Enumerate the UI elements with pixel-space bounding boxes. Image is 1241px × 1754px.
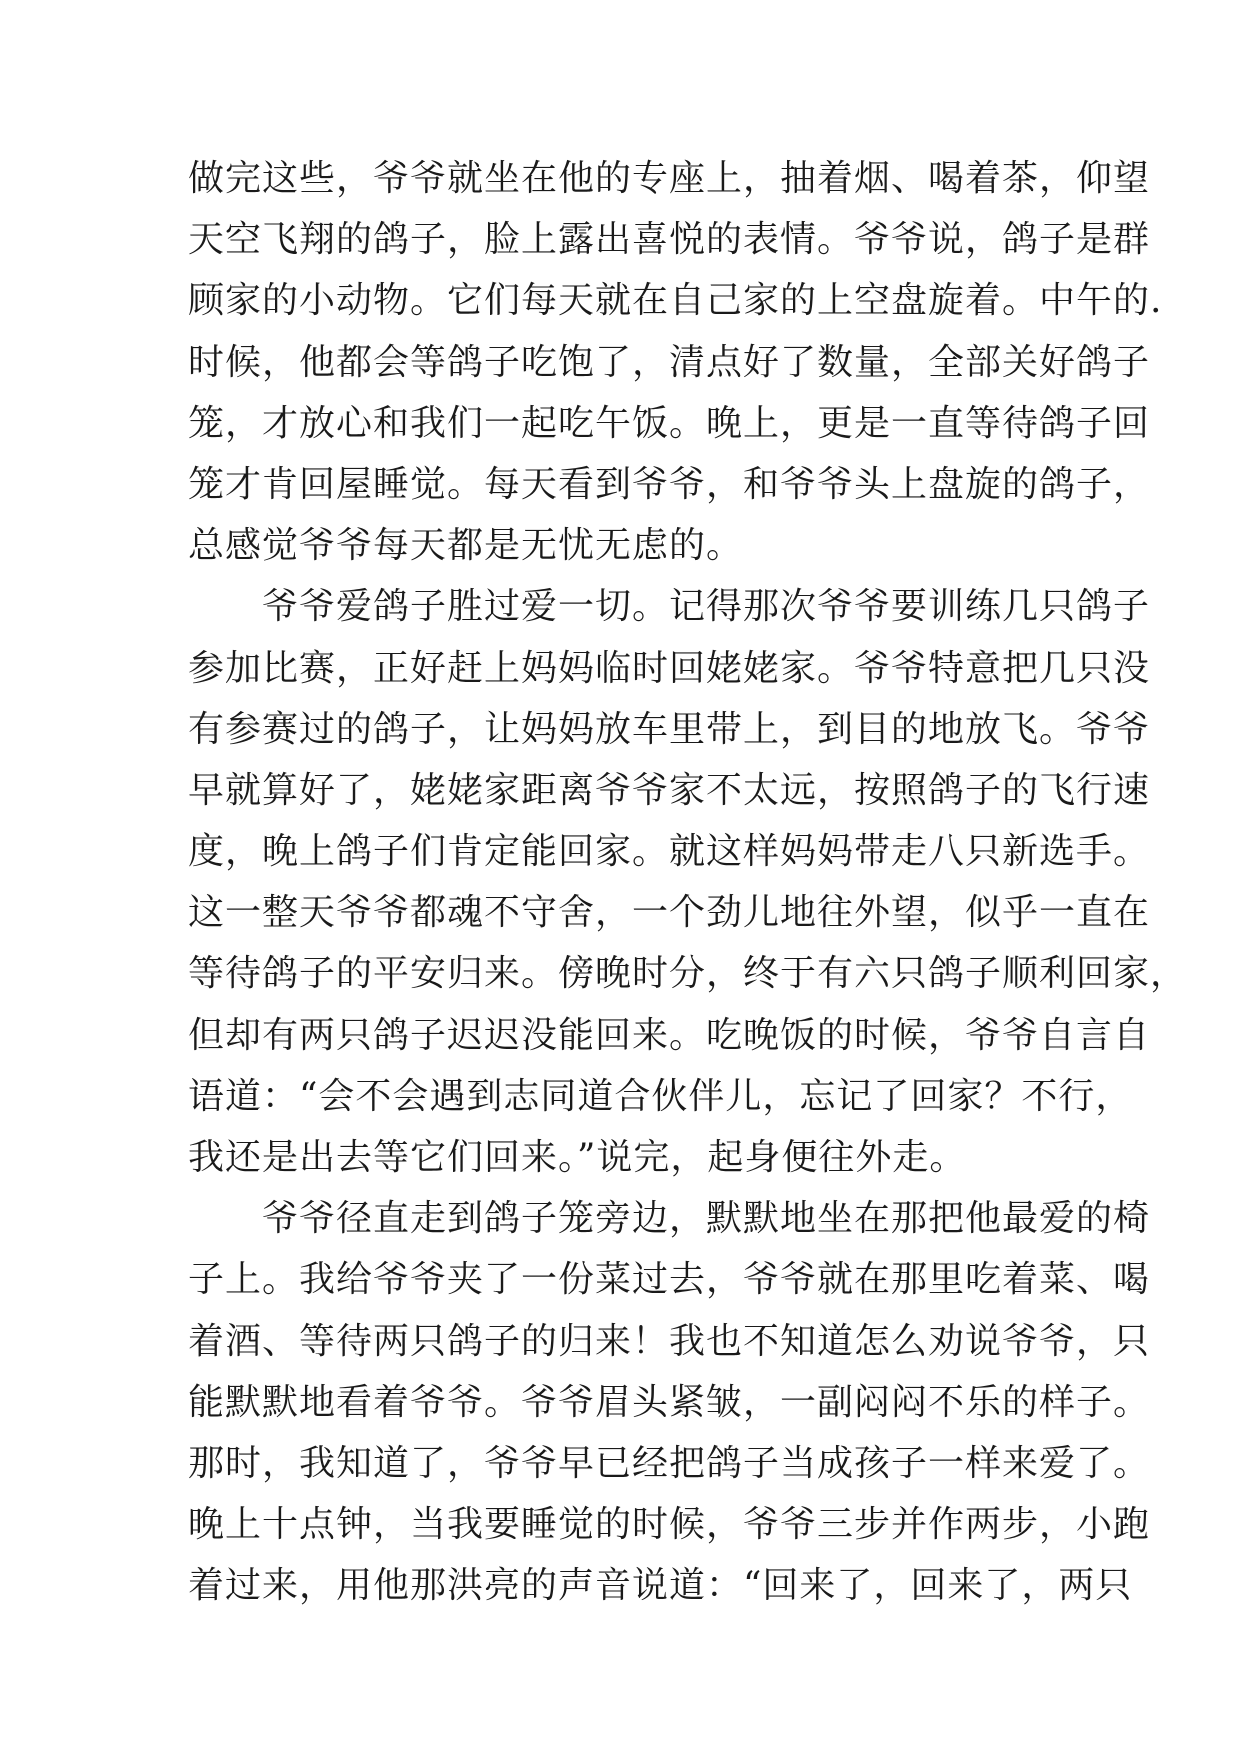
text-line: 子上。我给爷爷夹了一份菜过去，爷爷就在那里吃着菜、喝 xyxy=(188,1259,1151,1301)
text-line: 那时，我知道了，爷爷早已经把鸽子当成孩子一样来爱了。 xyxy=(188,1442,1151,1484)
text-line: 笼，才放心和我们一起吃午饭。晚上，更是一直等待鸽子回 xyxy=(188,402,1151,444)
text-line: 度，晚上鸽子们肯定能回家。就这样妈妈带走八只新选手。 xyxy=(188,831,1151,873)
text-line: 这一整天爷爷都魂不守舍，一个劲儿地往外望，似乎一直在 xyxy=(188,892,1151,934)
text-line: 早就算好了，姥姥家距离爷爷家不太远，按照鸽子的飞行速 xyxy=(188,769,1151,811)
text-line: 有参赛过的鸽子，让妈妈放车里带上，到目的地放飞。爷爷 xyxy=(188,708,1151,750)
text-line: 顾家的小动物。它们每天就在自己家的上空盘旋着。中午的. xyxy=(188,280,1163,322)
text-line: 但却有两只鸽子迟迟没能回来。吃晚饭的时候，爷爷自言自 xyxy=(188,1014,1151,1056)
body-text xyxy=(188,148,1188,1617)
text-line: 笼才肯回屋睡觉。每天看到爷爷，和爷爷头上盘旋的鸽子， xyxy=(188,463,1151,505)
text-line: 爷爷爱鸽子胜过爱一切。记得那次爷爷要训练几只鸽子 xyxy=(188,586,1151,628)
text-line: 语道：“会不会遇到志同道合伙伴儿，忘记了回家？不行， xyxy=(188,1075,1133,1117)
text-line: 爷爷径直走到鸽子笼旁边，默默地坐在那把他最爱的椅 xyxy=(188,1198,1151,1240)
text-line: 能默默地看着爷爷。爷爷眉头紧皱，一副闷闷不乐的样子。 xyxy=(188,1381,1151,1423)
text-line: 我还是出去等它们回来。”说完，起身便往外走。 xyxy=(188,1137,967,1178)
text-line: 总感觉爷爷每天都是无忧无虑的。 xyxy=(188,525,744,567)
text-line: 时候，他都会等鸽子吃饱了，清点好了数量，全部关好鸽子 xyxy=(188,341,1151,383)
text-line: 参加比赛，正好赶上妈妈临时回姥姥家。爷爷特意把几只没 xyxy=(188,647,1151,689)
text-line: 等待鸽子的平安归来。傍晚时分，终于有六只鸽子顺利回家， xyxy=(188,953,1188,995)
text-line: 着过来，用他那洪亮的声音说道：“回来了，回来了，两只 xyxy=(188,1565,1133,1607)
text-line: 晚上十点钟，当我要睡觉的时候，爷爷三步并作两步，小跑 xyxy=(188,1504,1151,1546)
text-line: 着酒、等待两只鸽子的归来！我也不知道怎么劝说爷爷，只 xyxy=(188,1320,1151,1362)
text-line: 做完这些，爷爷就坐在他的专座上，抽着烟、喝着茶，仰望 xyxy=(188,158,1151,199)
text-line: 天空飞翔的鸽子，脸上露出喜悦的表情。爷爷说，鸽子是群 xyxy=(188,219,1151,261)
